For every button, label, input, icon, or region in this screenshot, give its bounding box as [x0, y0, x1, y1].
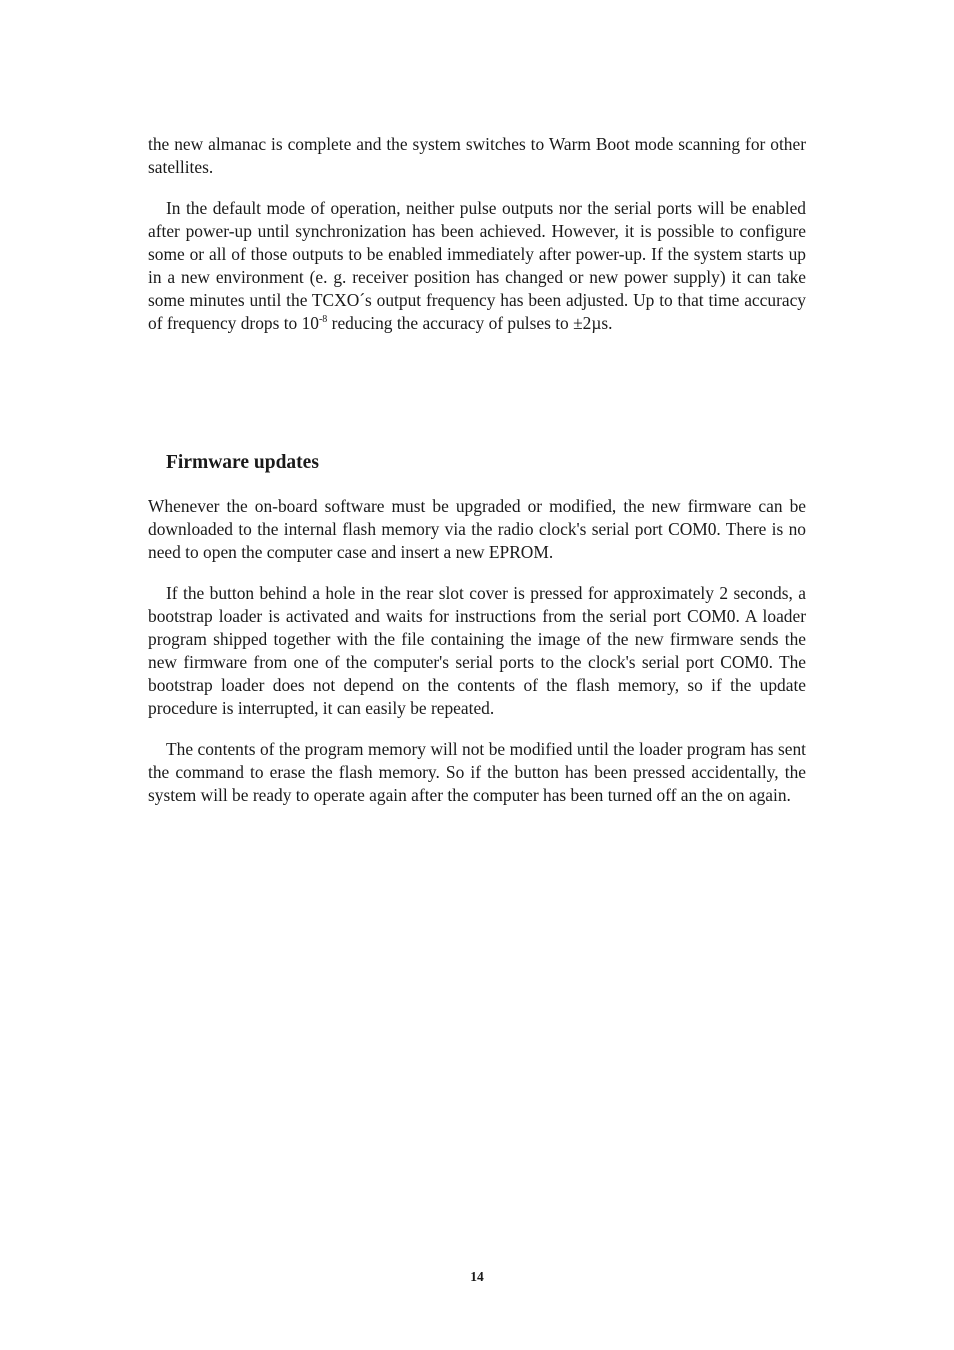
paragraph-bootstrap-loader: If the button behind a hole in the rear slot cover is pressed for approximately 2 seconds, a bootstrap loader is activated and waits for instructions from the serial port COM0. A loader program shipped together with the file containing the image of the new firmware sends the new firmware from one of the computer's serial ports to the clock's serial port COM0. The bootstrap loader does not depend on the contents of the flash memory, so if the update procedure is interrupted, it can easily be repeated.	[148, 583, 806, 718]
page-number: 14	[470, 1269, 484, 1284]
paragraph-default-mode-text: In the default mode of operation, neither pulse outputs nor the serial ports will be enabled after power-up until synchronization has been achieved. However, it is possible to configure some or all of those outputs to be enabled immediately after power-up. If the system starts up in a new environment (e. g. receiver position has changed or new power supply) it can take some minutes until the TCXO´s output frequency has been adjusted. Up to that time accuracy of frequency drops to 10	[148, 198, 806, 333]
paragraph-program-memory: The contents of the program memory will not be modified until the loader program has sent the command to erase the flash memory. So if the button has been pressed accidentally, the system will be ready to operate again after the computer has been turned off an the on again.	[148, 739, 806, 805]
exponent-superscript: -8	[318, 314, 328, 325]
paragraph-almanac: the new almanac is complete and the system switches to Warm Boot mode scanning for other satellites.	[148, 134, 806, 177]
paragraph-firmware-download: Whenever the on-board software must be upgraded or modified, the new firmware can be downloaded to the internal flash memory via the radio clock's serial port COM0. There is no need to open the computer case and insert a new EPROM.	[148, 496, 806, 562]
section-firmware-updates	[148, 495, 806, 825]
page-body	[148, 133, 806, 805]
paragraph-default-mode	[148, 197, 806, 335]
paragraph-default-mode-tail: reducing the accuracy of pulses to ±2µs.	[327, 313, 613, 333]
section-heading-firmware-updates: Firmware updates	[166, 452, 319, 473]
